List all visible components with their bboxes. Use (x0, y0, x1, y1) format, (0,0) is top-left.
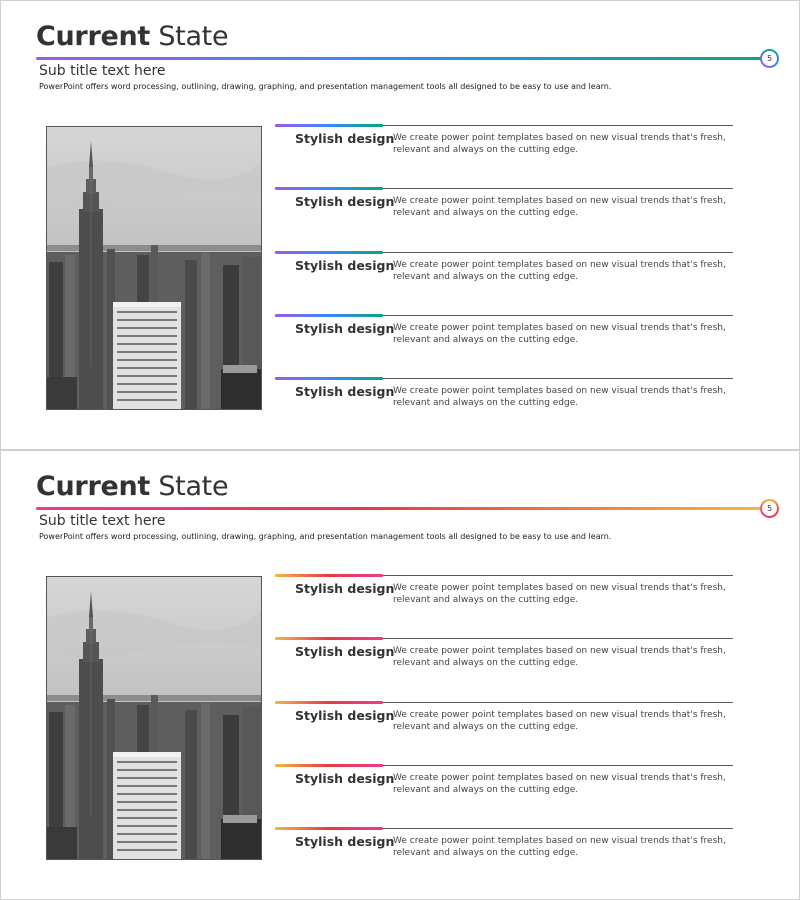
feature-list (275, 125, 733, 441)
subtitle: Sub title text here (39, 63, 166, 79)
title-bold: Current (36, 21, 151, 52)
item-text: We create power point templates based on new visual trends that's fresh, relevant and always on the cutting edge. (393, 259, 726, 282)
slide-title (36, 21, 228, 52)
item-heading: Stylish design (295, 194, 395, 210)
item-accent-bar (275, 764, 383, 767)
item-accent-bar (275, 637, 383, 640)
item-text: We create power point templates based on new visual trends that's fresh, relevant and always on the cutting edge. (393, 386, 726, 409)
item-heading: Stylish design (295, 320, 395, 336)
item-text: We create power point templates based on new visual trends that's fresh, relevant and always on the cutting edge. (393, 772, 726, 795)
item-heading: Stylish design (295, 384, 395, 400)
item-heading: Stylish design (295, 257, 395, 273)
item-accent-bar (275, 314, 383, 317)
item-text: We create power point templates based on new visual trends that's fresh, relevant and always on the cutting edge. (393, 583, 726, 605)
item-accent-bar (275, 574, 383, 577)
list-item (275, 315, 733, 378)
item-heading: Stylish design (295, 770, 395, 786)
page-number-badge (760, 49, 779, 68)
city-skyline-photo (46, 126, 262, 410)
slide-title (36, 471, 228, 502)
item-text: We create power point templates based on new visual trends that's fresh, relevant and always on the cutting edge. (393, 133, 726, 155)
list-item (275, 125, 733, 188)
page-number-badge (760, 499, 779, 518)
description: PowerPoint offers word processing, outlining, drawing, graphing, and presentation management tools all designed to be easy to use and learn. (39, 532, 612, 541)
subtitle: Sub title text here (39, 513, 166, 529)
description: PowerPoint offers word processing, outlining, drawing, graphing, and presentation management tools all designed to be easy to use and learn. (39, 82, 612, 91)
list-item (275, 378, 733, 441)
item-heading: Stylish design (295, 644, 395, 660)
title-bold: Current (36, 471, 151, 502)
slide-2 (0, 450, 800, 900)
title-gradient-line (36, 507, 762, 510)
page-number: 5 (762, 51, 777, 66)
list-item (275, 638, 733, 701)
item-text: We create power point templates based on new visual trends that's fresh, relevant and always on the cutting edge. (393, 709, 726, 732)
list-item (275, 575, 733, 638)
item-accent-bar (275, 187, 383, 190)
item-text: We create power point templates based on new visual trends that's fresh, relevant and always on the cutting edge. (393, 196, 726, 219)
item-heading: Stylish design (295, 581, 395, 596)
item-text: We create power point templates based on new visual trends that's fresh, relevant and always on the cutting edge. (393, 836, 726, 859)
city-skyline-photo (46, 576, 262, 860)
page-number: 5 (762, 501, 777, 516)
title-light: State (158, 471, 229, 502)
item-accent-bar (275, 377, 383, 380)
item-text: We create power point templates based on new visual trends that's fresh, relevant and always on the cutting edge. (393, 322, 726, 345)
item-accent-bar (275, 251, 383, 254)
list-item (275, 702, 733, 765)
list-item (275, 188, 733, 251)
title-light: State (158, 21, 229, 52)
item-heading: Stylish design (295, 834, 395, 850)
list-item (275, 252, 733, 315)
feature-list (275, 575, 733, 891)
item-heading: Stylish design (295, 131, 395, 146)
item-accent-bar (275, 124, 383, 127)
list-item (275, 765, 733, 828)
item-text: We create power point templates based on new visual trends that's fresh, relevant and always on the cutting edge. (393, 646, 726, 669)
item-accent-bar (275, 827, 383, 830)
title-gradient-line (36, 57, 762, 60)
item-accent-bar (275, 701, 383, 704)
list-item (275, 828, 733, 891)
item-heading: Stylish design (295, 707, 395, 723)
